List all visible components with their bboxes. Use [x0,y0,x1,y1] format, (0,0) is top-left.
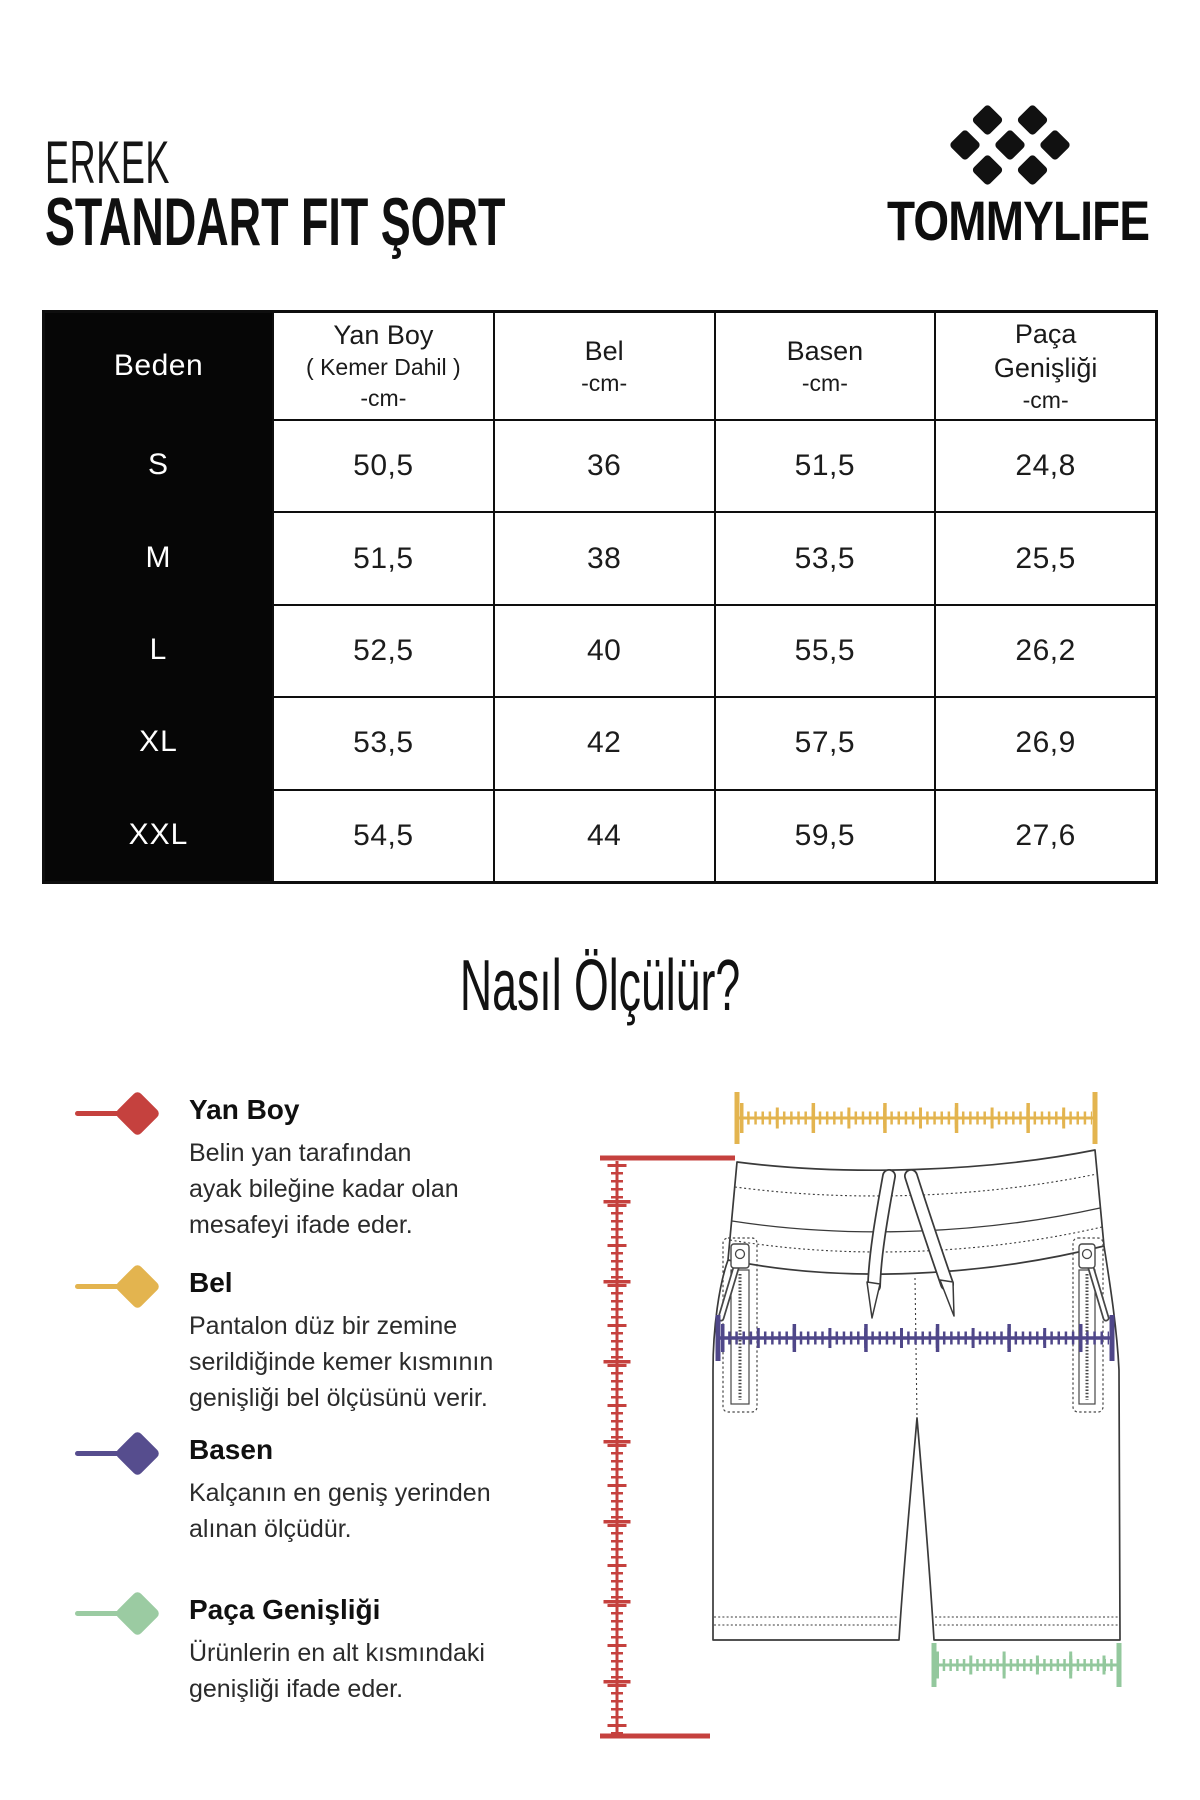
table-cell: 54,5 [272,789,493,881]
legend-title: Bel [189,1267,233,1298]
legend-item-bel: Bel Pantalon düz bir zemine serildiğinde kemer kısmının genişliği bel ölçüsünü verir. [75,1267,493,1416]
table-cell: 27,6 [934,789,1155,881]
table-cell: 26,9 [934,696,1155,788]
table-cell: 53,5 [272,696,493,788]
table-cell: 24,8 [934,419,1155,511]
paca-ruler-icon [934,1643,1119,1687]
basen-diamond-marker-icon [75,1430,167,1476]
category-label: ERKEK [45,129,171,196]
table-cell: 38 [493,511,714,603]
table-cell: 59,5 [714,789,935,881]
table-cell: 57,5 [714,696,935,788]
page-title: STANDART FIT ŞORT [45,184,506,260]
col-header-paca: Paça Genişliği -cm- [934,313,1155,419]
legend-item-yan-boy: Yan Boy Belin yan tarafından ayak bileğine kadar olan mesafeyi ifade eder. [75,1094,459,1243]
table-cell: 51,5 [272,511,493,603]
beden-label: Beden [113,349,204,382]
brand-name: TOMMYLIFE [887,189,1150,252]
row-header-xl: XL [45,696,272,788]
shorts-measurement-diagram [555,1070,1175,1770]
col-header-yan-boy: Yan Boy ( Kemer Dahil ) -cm- [272,313,493,419]
yan-boy-diamond-marker-icon [75,1090,167,1136]
table-cell: 40 [493,604,714,696]
row-header-s: S [45,419,272,511]
legend-title: Yan Boy [189,1094,300,1125]
shorts-outline-icon [713,1150,1120,1640]
table-cell: 25,5 [934,511,1155,603]
table-corner-cell [45,313,272,419]
table-cell: 55,5 [714,604,935,696]
legend-title: Paça Genişliği [189,1594,381,1625]
col-header-bel: Bel -cm- [493,313,714,419]
table-cell: 36 [493,419,714,511]
row-header-xxl: XXL [45,789,272,881]
size-table [42,310,1158,884]
legend-title: Basen [189,1434,274,1465]
bel-ruler-icon [737,1092,1095,1144]
table-cell: 42 [493,696,714,788]
table-cell: 52,5 [272,604,493,696]
row-header-l: L [45,604,272,696]
table-cell: 53,5 [714,511,935,603]
col-header-basen: Basen -cm- [714,313,935,419]
row-header-m: M [45,511,272,603]
brand-diamond-cluster-icon [940,95,1080,195]
table-cell: 51,5 [714,419,935,511]
table-cell: 26,2 [934,604,1155,696]
bel-diamond-marker-icon [75,1263,167,1309]
legend-item-paca-genisligi: Paça Genişliği Ürünlerin en alt kısmındaki genişliği ifade eder. [75,1594,485,1707]
legend-item-basen: Basen Kalçanın en geniş yerinden alınan ölçüdür. [75,1434,491,1547]
paca-diamond-marker-icon [75,1590,167,1636]
how-to-measure-title: Nasıl Ölçülür? [459,946,741,1026]
table-cell: 44 [493,789,714,881]
table-cell: 50,5 [272,419,493,511]
